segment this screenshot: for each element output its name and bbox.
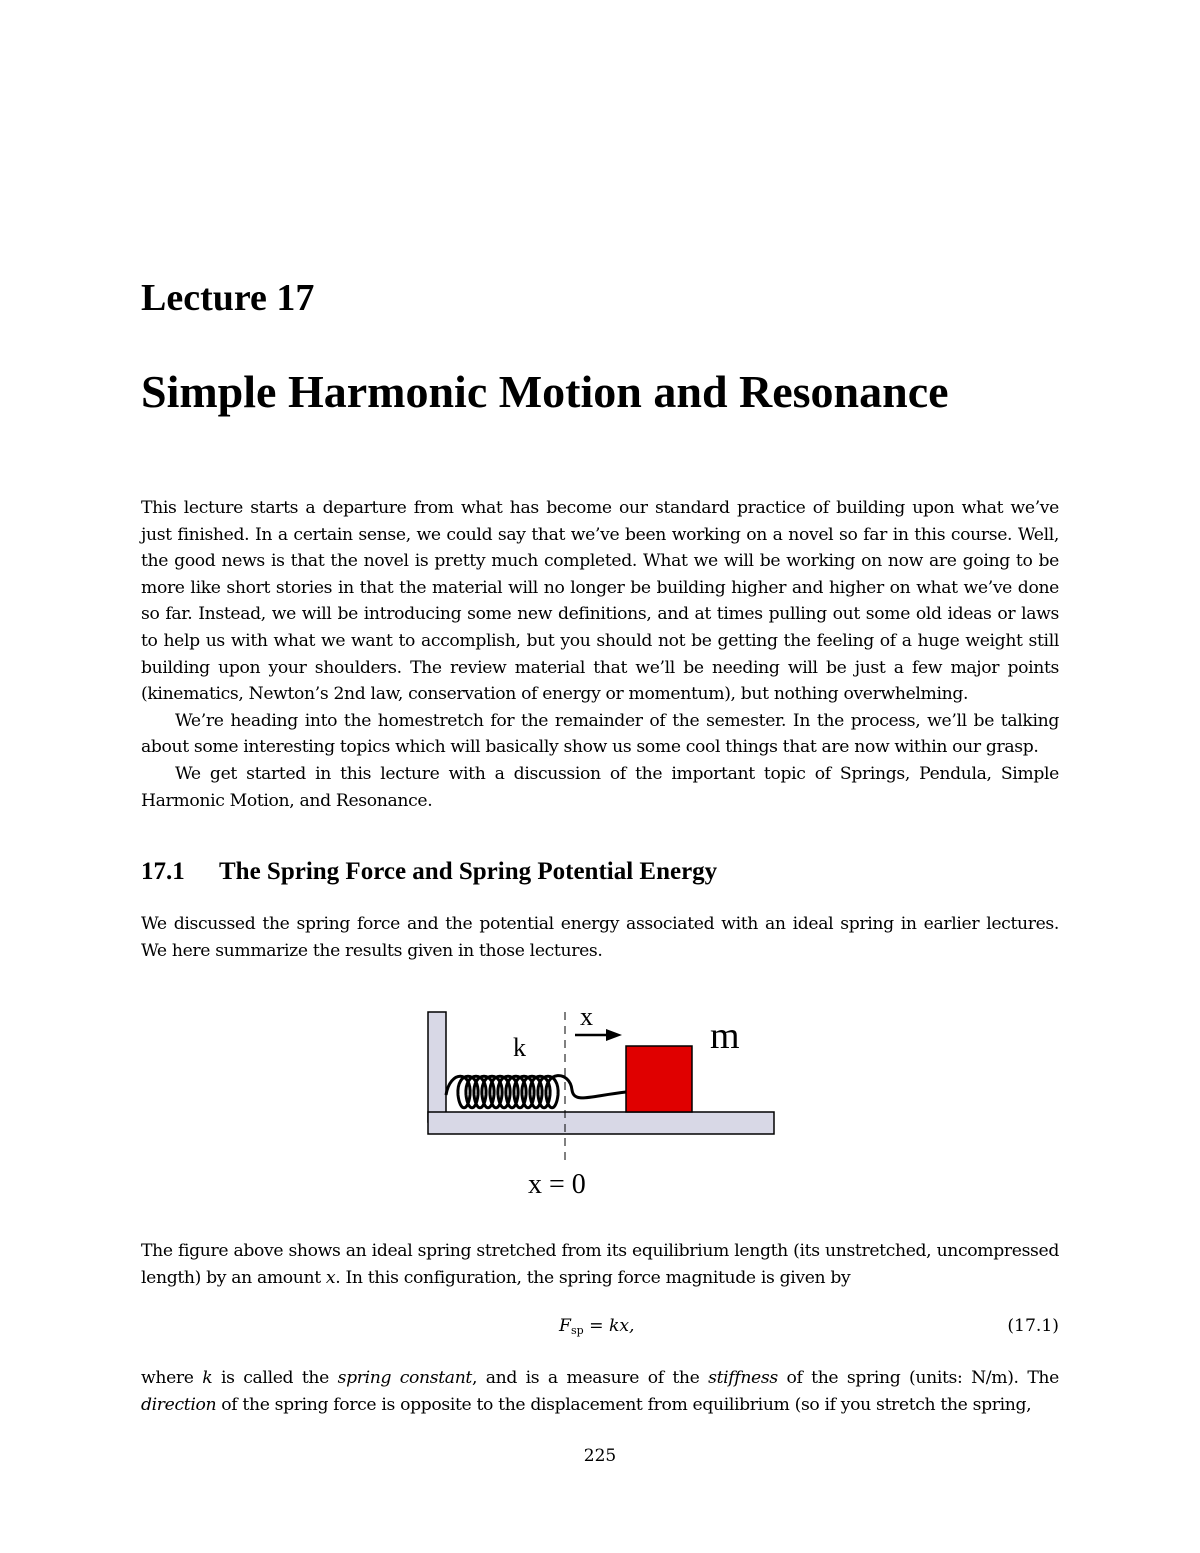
paragraph-text: where k is called the spring constant, and is a measure of the stiffness of the spring (units: N/m). The direction of the spring force is opposite to the displacement from equilibrium (so if you stretch the spring, [141, 1368, 1059, 1415]
chapter-title: Simple Harmonic Motion and Resonance [141, 366, 949, 417]
label-k: k [513, 1033, 526, 1062]
paragraph-text: The figure above shows an ideal spring stretched from its equilibrium length (its unstretched, uncompressed length) by an amount x. In this configuration, the spring force magnitude is given by [141, 1241, 1059, 1288]
intro-text [141, 495, 1059, 814]
label-x-equals-zero: x = 0 [528, 1169, 586, 1200]
spring [446, 1076, 626, 1108]
lecture-label: Lecture 17 [141, 277, 315, 319]
paragraph-text: We discussed the spring force and the potential energy associated with an ideal spring in earlier lectures. We here summarize the results given in those lectures. [141, 914, 1059, 961]
equation-17-1 [141, 1316, 1059, 1344]
arrow-head [606, 1029, 622, 1041]
intro-paragraph: This lecture starts a departure from what has become our standard practice of building upon what we’ve just finished. In a certain sense, we could say that we’ve been working on a novel so far in this course. Well, the good news is that the novel is pretty much completed. What we will be working on now are going to be more like short stories in that the material will no longer be building higher and higher on what we’ve done so far. Instead, we will be introducing some new definitions, and at times pulling out some old ideas or laws to help us with what we want to accomplish, but you should not be getting the feeling of a huge weight still building upon your shoulders. The review material that we’ll be needing will be just a few major points (kinematics, Newton’s 2nd law, conservation of energy or momentum), but nothing overwhelming. [141, 498, 1059, 705]
intro-paragraph: We get started in this lecture with a discussion of the important topic of Springs, Pendula, Simple Harmonic Motion, and Resonance. [141, 763, 1059, 811]
section-title: The Spring Force and Spring Potential Energy [219, 858, 718, 885]
spring-mass-figure [420, 1000, 780, 1200]
label-m: m [710, 1015, 740, 1057]
section-heading [141, 855, 717, 889]
floor [428, 1112, 774, 1134]
section-paragraph [141, 1238, 1059, 1291]
equation-expression: $F_{sp}$ = kx, [559, 1316, 635, 1337]
intro-paragraph: We’re heading into the homestretch for the remainder of the semester. In the process, we’ll be talking about some interesting topics which will basically show us some cool things that are now within our grasp. [141, 710, 1059, 758]
section-paragraph [141, 1365, 1059, 1418]
section-number: 17.1 [141, 858, 185, 885]
equation-number: (17.1) [1007, 1316, 1059, 1336]
mass-block [626, 1046, 692, 1112]
section-paragraph [141, 911, 1059, 964]
page-number: 225 [583, 1446, 617, 1466]
label-x: x [580, 1002, 593, 1031]
wall [428, 1012, 446, 1122]
